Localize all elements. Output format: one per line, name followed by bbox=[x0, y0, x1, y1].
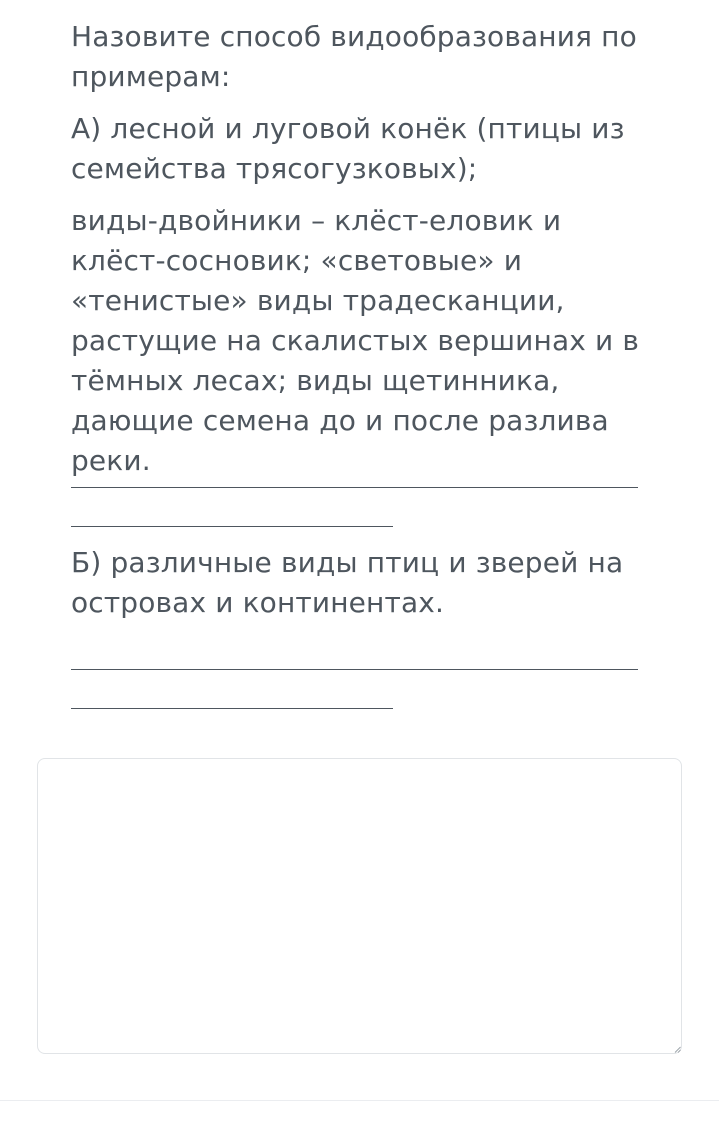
answer-textarea[interactable] bbox=[37, 758, 682, 1054]
part-a-heading: А) лесной и луговой конёк (птицы из семейства трясогузковых); bbox=[71, 112, 625, 185]
answer-blank-line bbox=[71, 708, 393, 709]
resize-grip-icon[interactable] bbox=[674, 1046, 681, 1053]
answer-blank-line bbox=[71, 526, 393, 527]
question-text bbox=[71, 17, 661, 481]
part-b-block bbox=[71, 543, 661, 623]
answer-blank-line bbox=[71, 669, 638, 670]
answer-blank-line bbox=[71, 487, 638, 488]
question-title: Назовите способ видообразования по примерам: bbox=[71, 20, 637, 93]
part-a-body: виды-двойники – клёст-еловик и клёст-сосновик; «световые» и «тенистые» виды традесканции, растущие на скалистых вершинах и в тёмных лесах; виды щетинника, дающие семена до и после разлива реки. bbox=[71, 204, 640, 477]
bottom-divider bbox=[0, 1100, 719, 1101]
part-b-text: Б) различные виды птиц и зверей на островах и континентах. bbox=[71, 546, 624, 619]
